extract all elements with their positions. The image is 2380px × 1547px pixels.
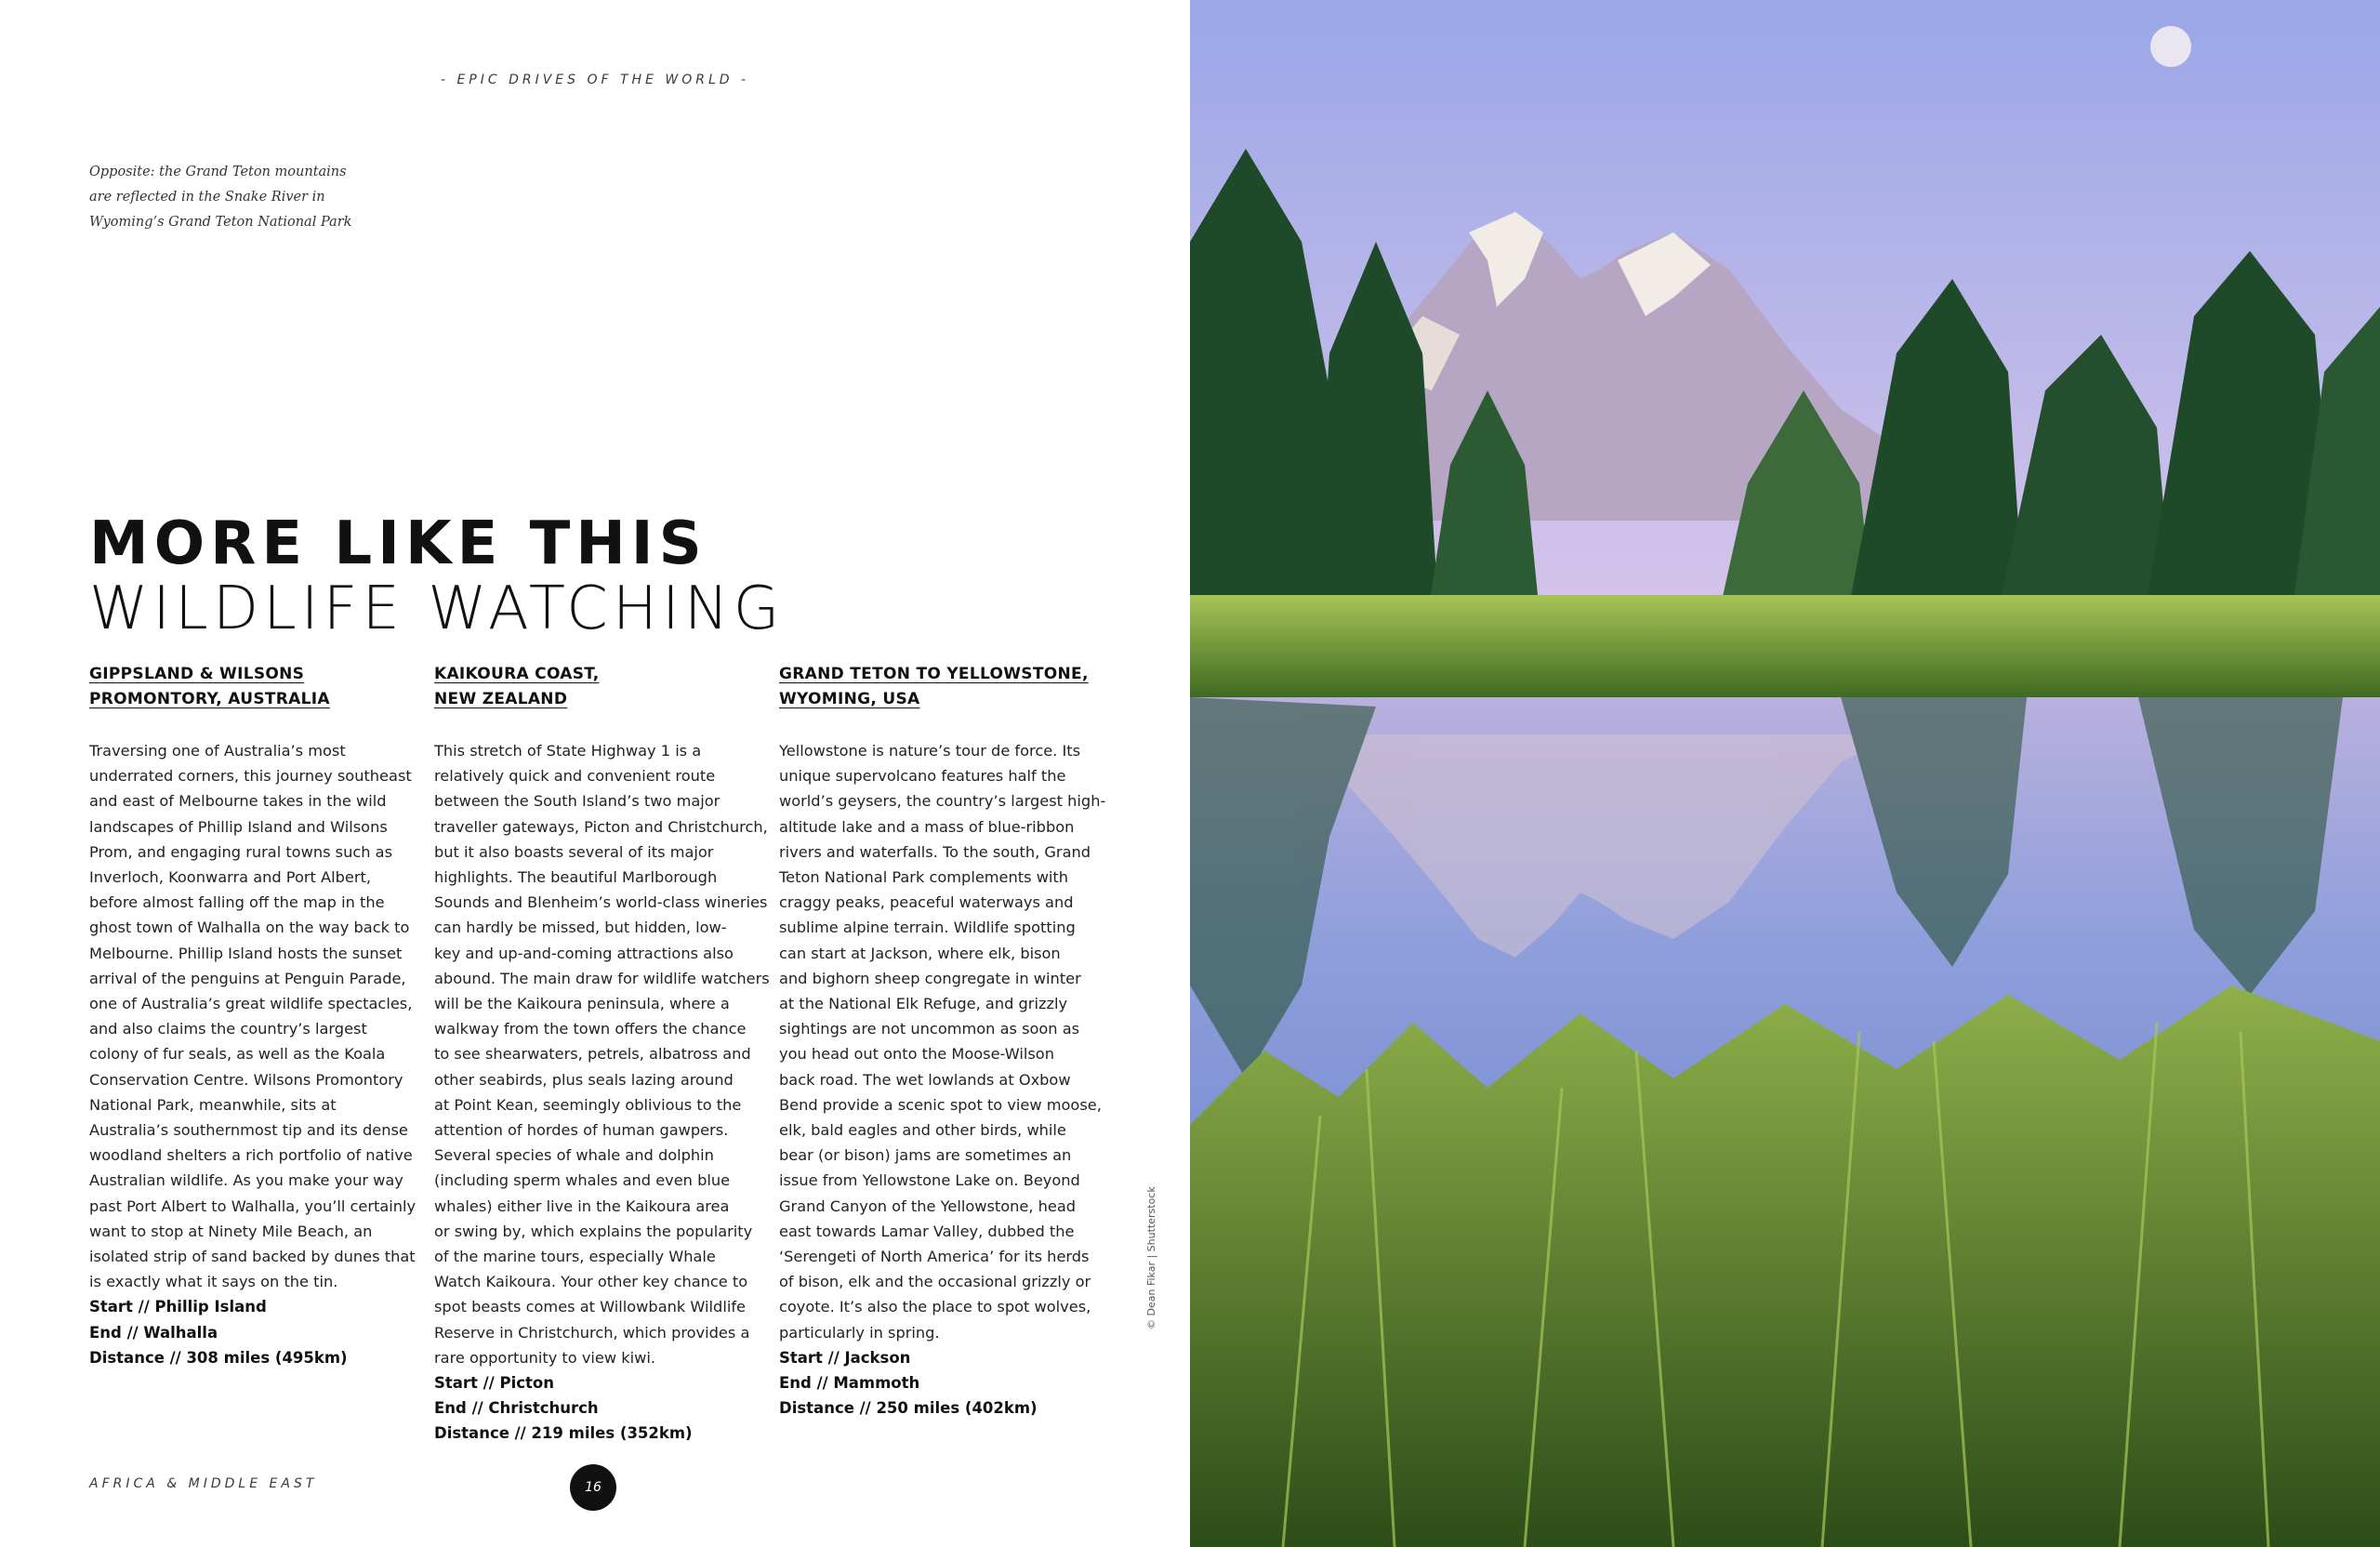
body-line: Reserve in Christchurch, which provides a — [434, 1323, 750, 1342]
moon — [2150, 26, 2191, 67]
route-title-line: WYOMING, USA — [779, 690, 920, 708]
route-start: Start // Phillip Island — [89, 1298, 267, 1316]
route-body — [89, 738, 426, 1294]
route-column-kaikoura — [434, 662, 771, 1447]
body-line: bear (or bison) jams are sometimes an — [779, 1146, 1072, 1165]
body-line: but it also boasts several of its major — [434, 842, 714, 861]
body-line: will be the Kaikoura peninsula, where a — [434, 995, 730, 1013]
body-line: traveller gateways, Picton and Christchurch, — [434, 817, 768, 836]
body-line: issue from Yellowstone Lake on. Beyond — [779, 1171, 1080, 1190]
body-line: rivers and waterfalls. To the south, Grand — [779, 842, 1091, 861]
footer-section-label: AFRICA & MIDDLE EAST — [89, 1476, 318, 1491]
route-title — [779, 662, 1116, 712]
heading-theme: WILDLIFE WATCHING — [89, 575, 785, 643]
body-line: Watch Kaikoura. Your other key chance to — [434, 1273, 748, 1291]
body-line: want to stop at Ninety Mile Beach, an — [89, 1222, 373, 1240]
body-line: to see shearwaters, petrels, albatross and — [434, 1045, 751, 1064]
route-column-gippsland — [89, 662, 426, 1370]
body-line: east towards Lamar Valley, dubbed the — [779, 1222, 1075, 1240]
body-line: back road. The wet lowlands at Oxbow — [779, 1070, 1071, 1089]
route-body — [779, 738, 1116, 1345]
caption-line: are reflected in the Snake River in — [89, 190, 325, 205]
body-line: can start at Jackson, where elk, bison — [779, 944, 1061, 962]
body-line: past Port Albert to Walhalla, you’ll certainly — [89, 1197, 416, 1215]
route-stats — [89, 1294, 426, 1370]
body-line: spot beasts comes at Willowbank Wildlife — [434, 1298, 746, 1316]
body-line: elk, bald eagles and other birds, while — [779, 1121, 1066, 1140]
body-line: woodland shelters a rich portfolio of native — [89, 1146, 413, 1165]
body-line: rare opportunity to view kiwi. — [434, 1348, 655, 1367]
body-line: of the marine tours, especially Whale — [434, 1248, 716, 1266]
body-line: of bison, elk and the occasional grizzly or — [779, 1273, 1091, 1291]
heading-more-like-this: MORE LIKE THIS — [89, 509, 707, 578]
body-line: other seabirds, plus seals lazing around — [434, 1070, 734, 1089]
route-start: Start // Picton — [434, 1374, 554, 1393]
foreground-grass — [1190, 985, 2380, 1547]
route-title — [89, 662, 426, 712]
body-line: colony of fur seals, as well as the Koala — [89, 1045, 386, 1064]
body-line: coyote. It’s also the place to spot wolves, — [779, 1298, 1091, 1316]
body-line: you head out onto the Moose-Wilson — [779, 1045, 1054, 1064]
body-line: at the National Elk Refuge, and grizzly — [779, 995, 1068, 1013]
body-line: relatively quick and convenient route — [434, 767, 716, 786]
body-line: ‘Serengeti of North America’ for its herds — [779, 1248, 1090, 1266]
body-line: ghost town of Walhalla on the way back to — [89, 919, 410, 937]
body-line: National Park, meanwhile, sits at — [89, 1095, 337, 1114]
body-line: sightings are not uncommon as soon as — [779, 1020, 1080, 1038]
body-line: (including sperm whales and even blue — [434, 1171, 731, 1190]
body-line: Teton National Park complements with — [779, 868, 1069, 887]
section-heading — [89, 511, 1112, 641]
body-line: key and up-and-coming attractions also — [434, 944, 734, 962]
body-line: and bighorn sheep congregate in winter — [779, 969, 1081, 987]
route-title-line: GIPPSLAND & WILSONS — [89, 665, 305, 683]
body-line: at Point Kean, seemingly oblivious to the — [434, 1095, 742, 1114]
body-line: Australia’s southernmost tip and its dense — [89, 1121, 408, 1140]
body-line: craggy peaks, peaceful waterways and — [779, 893, 1074, 912]
landscape-photo — [1190, 0, 2380, 1547]
body-line: arrival of the penguins at Penguin Parade, — [89, 969, 406, 987]
body-line: attention of hordes of human gawpers. — [434, 1121, 729, 1140]
body-line: This stretch of State Highway 1 is a — [434, 742, 702, 760]
body-line: particularly in spring. — [779, 1323, 940, 1342]
body-line: walkway from the town offers the chance — [434, 1020, 747, 1038]
body-line: isolated strip of sand backed by dunes that — [89, 1248, 416, 1266]
body-line: Yellowstone is nature’s tour de force. Its — [779, 742, 1081, 760]
body-line: sublime alpine terrain. Wildlife spotting — [779, 919, 1076, 937]
body-line: and east of Melbourne takes in the wild — [89, 792, 387, 811]
body-line: Inverloch, Koonwarra and Port Albert, — [89, 868, 371, 887]
body-line: can hardly be missed, but hidden, low- — [434, 919, 727, 937]
body-line: Melbourne. Phillip Island hosts the sunset — [89, 944, 403, 962]
body-line: Australian wildlife. As you make your way — [89, 1171, 403, 1190]
photo-caption — [89, 160, 368, 235]
route-end: End // Walhalla — [89, 1323, 218, 1342]
running-head: - EPIC DRIVES OF THE WORLD - — [440, 73, 750, 87]
body-line: and also claims the country’s largest — [89, 1020, 367, 1038]
body-line: Prom, and engaging rural towns such as — [89, 842, 393, 861]
body-line: Sounds and Blenheim’s world-class wineries — [434, 893, 768, 912]
body-line: altitude lake and a mass of blue-ribbon — [779, 817, 1075, 836]
photo-credit: © Dean Fikar | Shutterstock — [1145, 1186, 1157, 1329]
body-line: abound. The main draw for wildlife watchers — [434, 969, 770, 987]
body-line: world’s geysers, the country’s largest high- — [779, 792, 1106, 811]
route-title-line: NEW ZEALAND — [434, 690, 568, 708]
body-line: highlights. The beautiful Marlborough — [434, 868, 718, 887]
page-number-badge: 16 — [573, 1467, 614, 1508]
body-line: one of Australia’s great wildlife spectacles, — [89, 995, 413, 1013]
body-line: Grand Canyon of the Yellowstone, head — [779, 1197, 1077, 1215]
body-line: Traversing one of Australia’s most — [89, 742, 346, 760]
route-stats — [779, 1345, 1116, 1421]
body-line: before almost falling off the map in the — [89, 893, 385, 912]
body-line: unique supervolcano features half the — [779, 767, 1066, 786]
body-line: landscapes of Phillip Island and Wilsons — [89, 817, 388, 836]
route-distance: Distance // 219 miles (352km) — [434, 1424, 693, 1443]
route-title-line: KAIKOURA COAST, — [434, 665, 600, 683]
route-start: Start // Jackson — [779, 1348, 911, 1367]
route-title — [434, 662, 771, 712]
route-title-line: PROMONTORY, AUSTRALIA — [89, 690, 330, 708]
body-line: whales) either live in the Kaikoura area — [434, 1197, 730, 1215]
route-distance: Distance // 308 miles (495km) — [89, 1348, 348, 1367]
route-distance: Distance // 250 miles (402km) — [779, 1399, 1038, 1418]
caption-line: Wyoming’s Grand Teton National Park — [89, 215, 352, 230]
body-line: Bend provide a scenic spot to view moose, — [779, 1095, 1102, 1114]
route-column-grand-teton — [779, 662, 1116, 1421]
teton-reflection-illustration — [1190, 0, 2380, 1547]
meadow — [1190, 595, 2380, 697]
route-end: End // Mammoth — [779, 1374, 920, 1393]
body-line: Several species of whale and dolphin — [434, 1146, 714, 1165]
route-end: End // Christchurch — [434, 1399, 599, 1418]
body-line: is exactly what it says on the tin. — [89, 1273, 338, 1291]
body-line: or swing by, which explains the popularity — [434, 1222, 753, 1240]
route-stats — [434, 1370, 771, 1447]
route-body — [434, 738, 771, 1370]
body-line: between the South Island’s two major — [434, 792, 721, 811]
body-line: underrated corners, this journey southeast — [89, 767, 412, 786]
body-line: Conservation Centre. Wilsons Promontory — [89, 1070, 403, 1089]
caption-line: Opposite: the Grand Teton mountains — [89, 165, 347, 179]
route-title-line: GRAND TETON TO YELLOWSTONE, — [779, 665, 1089, 683]
